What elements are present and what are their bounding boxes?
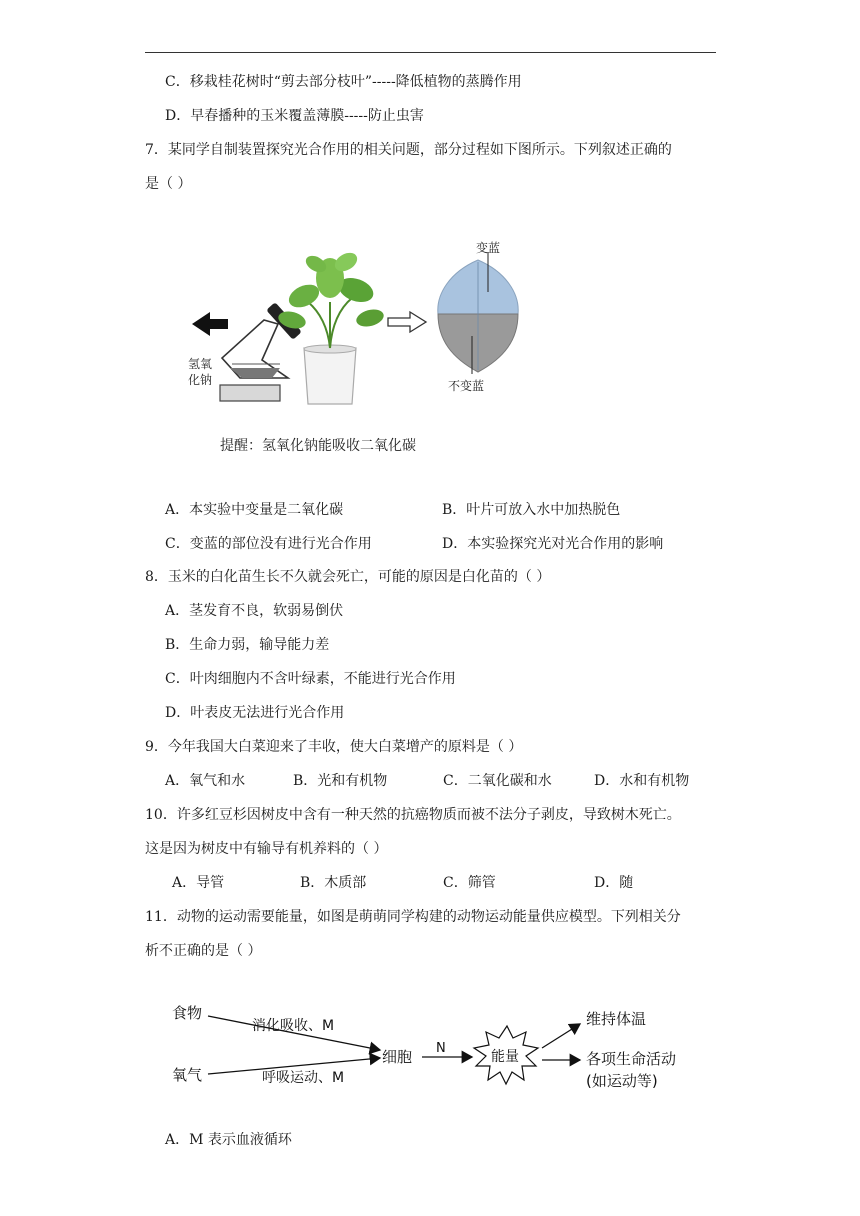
- figure-caption: 提醒：氢氧化钠能吸收二氧化碳: [220, 438, 416, 454]
- label-not-blue: 不变蓝: [448, 379, 485, 393]
- label-oxygen: 氧气: [172, 1066, 203, 1084]
- option-d[interactable]: D．水和有机物: [594, 773, 690, 789]
- question-11-stem-cont: 析不正确的是（ ）: [145, 943, 262, 959]
- option-a[interactable]: A．氧气和水: [165, 773, 246, 789]
- energy-supply-model-figure: [160, 996, 720, 1100]
- option-c[interactable]: C．变蓝的部位没有进行光合作用: [165, 536, 372, 552]
- leaf-result-icon: [438, 252, 518, 374]
- label-naoh-1: 氢氧: [188, 357, 213, 371]
- option-c[interactable]: C．筛管: [443, 875, 496, 891]
- label-digest: 消化吸收、M: [252, 1018, 335, 1034]
- label-breath: 呼吸运动、M: [262, 1070, 345, 1086]
- option-b[interactable]: B．木质部: [300, 875, 367, 891]
- left-arrow-icon: [192, 312, 228, 336]
- question-10-stem: 10．许多红豆杉因树皮中含有一种天然的抗癌物质而被不法分子剥皮，导致树木死亡。: [145, 807, 681, 823]
- option-d-prev: D．早春播种的玉米覆盖薄膜-----防止虫害: [165, 108, 424, 124]
- question-10-stem-cont: 这是因为树皮中有输导有机养料的（ ）: [145, 841, 388, 857]
- option-c[interactable]: C．二氧化碳和水: [443, 773, 552, 789]
- label-cell: 细胞: [382, 1048, 413, 1066]
- question-9-stem: 9．今年我国大白菜迎来了丰收，使大白菜增产的原料是（ ）: [145, 739, 523, 755]
- option-d[interactable]: D．本实验探究光对光合作用的影响: [442, 536, 664, 552]
- label-activities: 各项生命活动: [586, 1050, 677, 1068]
- label-activities-note: (如运动等): [586, 1072, 658, 1090]
- label-energy: 能量: [491, 1049, 519, 1065]
- question-11-stem: 11．动物的运动需要能量，如图是萌萌同学构建的动物运动能量供应模型。下列相关分: [145, 909, 681, 925]
- support-block: [220, 385, 280, 401]
- option-a[interactable]: A．本实验中变量是二氧化碳: [165, 502, 344, 518]
- header-rule: [145, 52, 716, 53]
- question-8-stem: 8．玉米的白化苗生长不久就会死亡，可能的原因是白化苗的（ ）: [145, 569, 551, 585]
- question-7-stem: 7．某同学自制装置探究光合作用的相关问题，部分过程如下图所示。下列叙述正确的: [145, 142, 672, 158]
- option-d[interactable]: D．叶表皮无法进行光合作用: [165, 705, 345, 721]
- label-n: N: [436, 1041, 446, 1056]
- option-a[interactable]: A．茎发育不良，软弱易倒伏: [165, 603, 344, 619]
- label-naoh-2: 化钠: [188, 373, 213, 387]
- potted-plant-icon: [276, 249, 385, 404]
- option-b[interactable]: B．生命力弱，输导能力差: [165, 637, 330, 653]
- arrow-to-temperature: [542, 1024, 580, 1048]
- photosynthesis-experiment-figure: [180, 232, 520, 462]
- option-a[interactable]: A．M 表示血液循环: [165, 1132, 292, 1148]
- label-temperature: 维持体温: [586, 1010, 647, 1028]
- option-c[interactable]: C．叶肉细胞内不含叶绿素，不能进行光合作用: [165, 671, 456, 687]
- question-7-stem-cont: 是（ ）: [145, 176, 192, 192]
- option-a[interactable]: A．导管: [172, 875, 225, 891]
- label-food: 食物: [172, 1004, 203, 1022]
- option-c-prev: C．移栽桂花树时“剪去部分枝叶”-----降低植物的蒸腾作用: [165, 74, 522, 90]
- option-d[interactable]: D．随: [594, 875, 634, 891]
- option-b[interactable]: B．叶片可放入水中加热脱色: [442, 502, 621, 518]
- hollow-arrow-icon: [388, 312, 426, 332]
- option-b[interactable]: B．光和有机物: [293, 773, 388, 789]
- label-blue: 变蓝: [476, 241, 501, 255]
